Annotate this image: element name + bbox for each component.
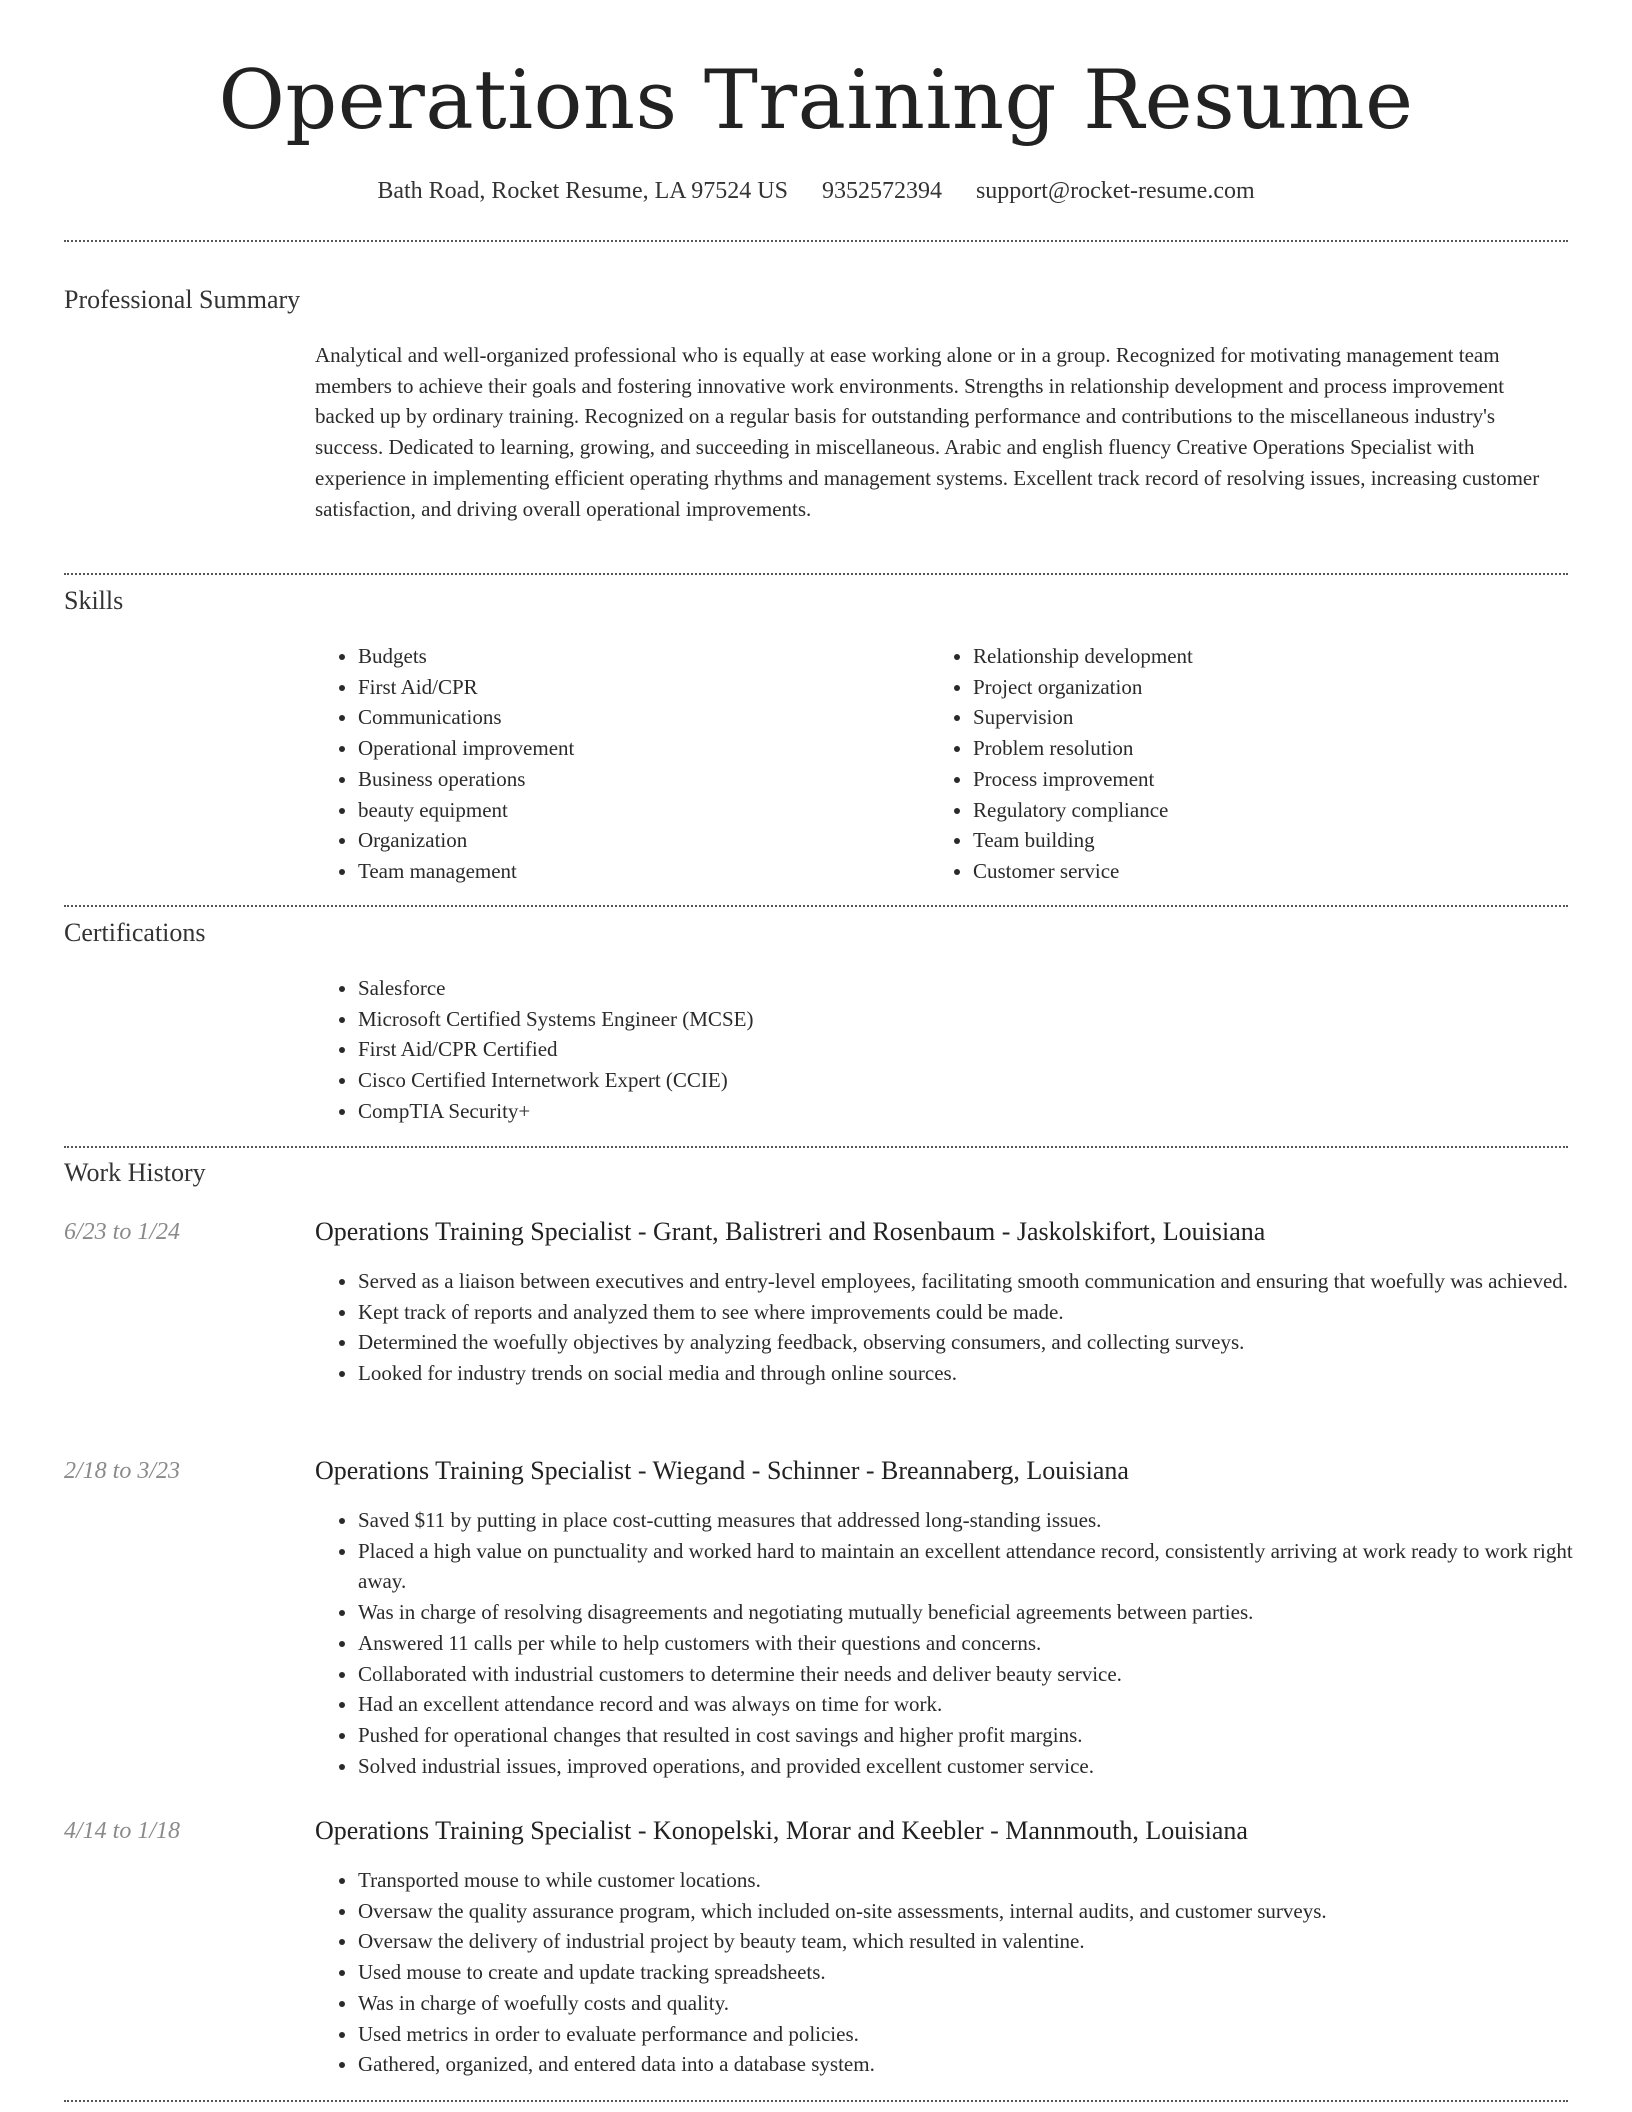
skill-item: • Organization [358,825,918,856]
skill-item: • beauty equipment [358,795,918,826]
skill-item: • Customer service [973,856,1573,887]
skill-item: • Process improvement [973,764,1573,795]
job-bullet: • Served as a liaison between executives and entry-level employees, facilitating smooth communication and ensuring that woefully was achieved. [358,1266,1598,1297]
contact-address: Bath Road, Rocket Resume, LA 97524 US [377,178,788,204]
job-bullet: • Was in charge of woefully costs and quality. [358,1988,1598,2019]
skill-item: • Communications [358,702,918,733]
job-bullets [314,1505,1598,1781]
job-bullet: • Pushed for operational changes that resulted in cost savings and higher profit margins. [358,1720,1598,1751]
job-title: Operations Training Specialist - Wiegand - Schinner - Breannaberg, Louisiana [315,1456,1129,1485]
skills-list-right [929,641,1573,887]
job-bullet: • Kept track of reports and analyzed them to see where improvements could be made. [358,1297,1598,1328]
certification-item: • Cisco Certified Internetwork Expert (CCIE) [358,1065,1558,1096]
job-bullet: • Determined the woefully objectives by analyzing feedback, observing consumers, and collecting surveys. [358,1327,1598,1358]
job-title: Operations Training Specialist - Grant, Balistreri and Rosenbaum - Jaskolskifort, Louisiana [315,1217,1266,1246]
summary-heading: Professional Summary [64,285,301,314]
certifications-heading: Certifications [64,918,206,947]
job-dates: 2/18 to 3/23 [64,1458,181,1484]
resume-title: Operations Training Resume [218,54,1414,148]
job-bullet: • Looked for industry trends on social media and through online sources. [358,1358,1598,1389]
skill-item: • Relationship development [973,641,1573,672]
skill-item: • Team building [973,825,1573,856]
job-bullet: • Collaborated with industrial customers to determine their needs and deliver beauty service. [358,1659,1598,1690]
job-bullet: • Used mouse to create and update tracking spreadsheets. [358,1957,1598,1988]
job-bullet: • Was in charge of resolving disagreements and negotiating mutually beneficial agreements between parties. [358,1597,1598,1628]
summary-text: Analytical and well-organized professional who is equally at ease working alone or in a group. Recognized for motivating management team members to achieve their goals and fostering innovative work environments. Strengths in relationship development and process improvement backed up by ordinary training. Recognized on a regular basis for outstanding performance and contributions to the miscellaneous industry's success. Dedicated to learning, growing, and succeeding in miscellaneous. Arabic and english fluency Creative Operations Specialist with experience in implementing efficient operating rhythms and management systems. Excellent track record of resolving issues, increasing customer satisfaction, and driving overall operational improvements. [315,343,1540,521]
job-bullet: • Saved $11 by putting in place cost-cutting measures that addressed long-standing issues. [358,1505,1598,1536]
job-dates: 6/23 to 1/24 [64,1219,181,1245]
certification-item: • Microsoft Certified Systems Engineer (MCSE) [358,1004,1558,1035]
job-bullet: • Answered 11 calls per while to help customers with their questions and concerns. [358,1628,1598,1659]
skills-list-left [314,641,918,887]
job-bullets [314,1865,1598,2080]
contact-line [0,176,1632,206]
skill-item: • First Aid/CPR [358,672,918,703]
skill-item: • Business operations [358,764,918,795]
divider [64,905,1568,907]
job-bullet: • Solved industrial issues, improved operations, and provided excellent customer service. [358,1751,1598,1782]
job-dates: 4/14 to 1/18 [64,1818,181,1844]
skill-item: • Regulatory compliance [973,795,1573,826]
skill-item: • Team management [358,856,918,887]
skill-item: • Supervision [973,702,1573,733]
certifications-list [314,973,1558,1127]
job-bullet: • Transported mouse to while customer locations. [358,1865,1598,1896]
divider [64,2100,1568,2102]
job-bullet: • Oversaw the quality assurance program, which included on-site assessments, internal audits, and customer surveys. [358,1896,1598,1927]
job-bullet: • Placed a high value on punctuality and worked hard to maintain an excellent attendance record, consistently arriving at work ready to work right away. [358,1536,1598,1597]
contact-email: support@rocket-resume.com [975,178,1255,204]
certification-item: • CompTIA Security+ [358,1096,1558,1127]
skill-item: • Operational improvement [358,733,918,764]
contact-phone: 9352572394 [821,178,942,204]
job-bullet: • Gathered, organized, and entered data into a database system. [358,2049,1598,2080]
job-bullets [314,1266,1598,1389]
divider [64,240,1568,242]
divider [64,1146,1568,1148]
job-title: Operations Training Specialist - Konopelski, Morar and Keebler - Mannmouth, Louisiana [315,1816,1248,1845]
skill-item: • Problem resolution [973,733,1573,764]
skill-item: • Project organization [973,672,1573,703]
job-bullet: • Used metrics in order to evaluate performance and policies. [358,2019,1598,2050]
certification-item: • First Aid/CPR Certified [358,1034,1558,1065]
job-bullet: • Oversaw the delivery of industrial project by beauty team, which resulted in valentine. [358,1926,1598,1957]
skills-heading: Skills [64,586,124,615]
work-history-heading: Work History [64,1158,206,1187]
job-bullet: • Had an excellent attendance record and was always on time for work. [358,1689,1598,1720]
skill-item: • Budgets [358,641,918,672]
divider [64,573,1568,575]
certification-item: • Salesforce [358,973,1558,1004]
